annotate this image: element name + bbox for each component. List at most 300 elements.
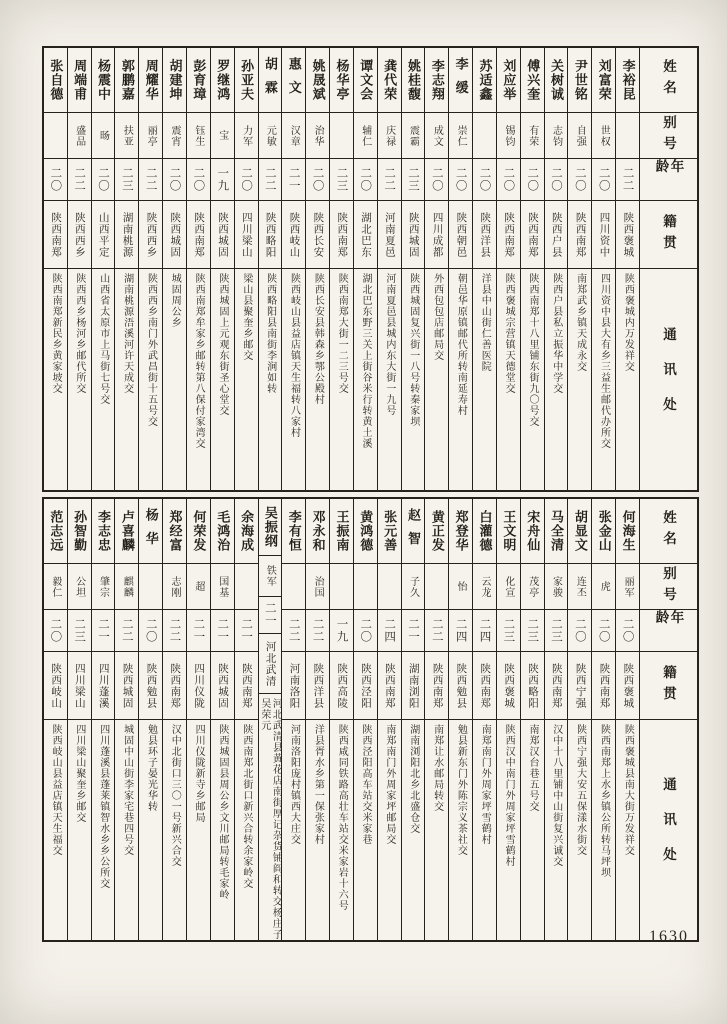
contact-text: 朝邑华原镇邮代所转南延寿村 (455, 273, 467, 416)
contact-cell (616, 268, 639, 490)
alias-text: 子久 (407, 575, 419, 598)
age-cell (449, 158, 472, 200)
age-cell (139, 609, 162, 651)
header-name-cell (640, 48, 697, 112)
alias-cell (187, 563, 210, 609)
origin-text: 山西平定 (97, 211, 109, 258)
alias-cell (187, 112, 210, 158)
contact-cell (211, 719, 234, 940)
contact-cell (425, 268, 448, 490)
origin-text: 陕西勉县 (455, 662, 467, 709)
origin-text: 湖南桃源 (121, 211, 133, 258)
name-cell (259, 48, 282, 112)
contact-text: 湖南浏阳北乡北盛仓交 (407, 724, 419, 834)
person-column (425, 48, 449, 490)
origin-cell (354, 200, 377, 268)
origin-text: 陕西城固 (121, 662, 133, 709)
contact-text: 陕西褒城内万发祥交 (622, 273, 634, 372)
origin-text: 陕西南郑 (50, 211, 62, 258)
name-cell (616, 48, 639, 112)
origin-cell (139, 651, 162, 719)
header-origin-label: 籍贯 (661, 213, 676, 256)
age-cell (163, 609, 186, 651)
name-text: 黄正发 (429, 510, 445, 552)
name-text: 苏适鑫 (477, 59, 493, 101)
age-cell (449, 609, 472, 651)
contact-text: 山西省太原市上马街七号交 (97, 273, 109, 405)
alias-text: 丽亭 (145, 124, 157, 147)
contact-cell (235, 719, 258, 940)
origin-text: 陕西西乡 (145, 211, 157, 258)
alias-text: 成文 (431, 124, 443, 147)
contact-cell (282, 719, 305, 940)
origin-cell (378, 200, 401, 268)
alias-text: 旸 (97, 130, 109, 141)
alias-cell (378, 112, 401, 158)
name-cell (44, 48, 67, 112)
age-cell (592, 158, 615, 200)
age-cell (115, 609, 138, 651)
person-column (163, 499, 187, 940)
name-text: 胡霖 (262, 56, 278, 104)
name-cell (235, 499, 258, 563)
age-text: 二〇 (597, 167, 610, 192)
origin-cell (163, 200, 186, 268)
alias-text: 锡钧 (502, 124, 514, 147)
origin-cell (211, 200, 234, 268)
person-column (473, 499, 497, 940)
person-column (259, 48, 283, 490)
alias-text: 崇仁 (455, 124, 467, 147)
name-text: 孙智勤 (72, 510, 88, 552)
name-text: 谭文会 (358, 59, 374, 101)
contact-cell (211, 268, 234, 490)
alias-cell (592, 563, 615, 609)
contact-text: 陕西西乡杨河乡邮代所交 (73, 273, 85, 394)
header-origin-label: 籍贯 (661, 664, 676, 707)
age-cell (235, 609, 258, 651)
origin-cell (592, 651, 615, 719)
header-alias-cell (640, 112, 697, 158)
origin-cell (306, 200, 329, 268)
origin-cell (92, 200, 115, 268)
name-text: 黄鸿德 (358, 510, 374, 552)
alias-text: 公坦 (73, 575, 85, 598)
contact-cell (259, 268, 282, 490)
origin-cell (497, 651, 520, 719)
age-cell (187, 158, 210, 200)
age-text: 二〇 (168, 167, 181, 192)
alias-cell (425, 563, 448, 609)
alias-cell (235, 563, 258, 609)
name-cell (92, 499, 115, 563)
name-cell (473, 48, 496, 112)
origin-text: 陕西洋县 (312, 662, 324, 709)
alias-text: 麒麟 (121, 575, 133, 598)
contact-text: 洋县中山街仁善医院 (479, 273, 491, 372)
age-cell (92, 609, 115, 651)
name-cell (187, 48, 210, 112)
name-text: 罗继鸿 (215, 59, 231, 101)
alias-cell (330, 112, 353, 158)
name-text: 宋舟仙 (525, 510, 541, 552)
alias-cell (497, 112, 520, 158)
age-cell (497, 158, 520, 200)
contact-cell (330, 719, 353, 940)
person-column (616, 499, 640, 940)
name-cell (259, 499, 282, 555)
name-cell (545, 48, 568, 112)
contact-cell (68, 268, 91, 490)
age-cell (354, 609, 377, 651)
contact-text: 四川梁山聚奎乡邮交 (73, 724, 85, 823)
alias-cell (139, 563, 162, 609)
header-alias-cell (640, 563, 697, 609)
name-cell (497, 48, 520, 112)
person-column (497, 499, 521, 940)
alias-cell (211, 112, 234, 158)
age-cell (330, 609, 353, 651)
age-text: 一九 (335, 618, 348, 643)
contact-text: 南郑汉台巷五号交 (526, 724, 538, 812)
origin-cell (592, 200, 615, 268)
contact-cell (187, 719, 210, 940)
name-cell (497, 499, 520, 563)
name-cell (211, 499, 234, 563)
age-cell (259, 158, 282, 200)
contact-cell (378, 719, 401, 940)
age-cell (92, 158, 115, 200)
person-column (187, 499, 211, 940)
person-column (187, 48, 211, 490)
contact-cell (545, 719, 568, 940)
alias-cell (449, 112, 472, 158)
contact-cell (568, 719, 591, 940)
contact-text: 陕西岐山县益店镇天生福转八家村 (288, 273, 300, 438)
origin-text: 陕西南郑 (574, 211, 586, 258)
alias-text: 治国 (312, 575, 324, 598)
contact-text: 陕西户县私立振华中学交 (550, 273, 562, 394)
age-cell (473, 158, 496, 200)
name-cell (68, 48, 91, 112)
header-contact-cell (640, 268, 697, 490)
age-text: 二〇 (359, 167, 372, 192)
name-text: 毛鸿治 (215, 510, 231, 552)
origin-text: 湖北巴东 (360, 211, 372, 258)
age-text: 二二 (383, 167, 396, 192)
person-column (282, 499, 306, 940)
origin-text: 陕西略阳 (264, 211, 276, 258)
origin-cell (521, 651, 544, 719)
alias-text: 宝 (216, 130, 228, 141)
contact-cell (354, 268, 377, 490)
origin-text: 河北武清 (264, 640, 276, 687)
origin-text: 陕西南郑 (526, 211, 538, 258)
origin-text: 四川梁山 (240, 211, 252, 258)
directory-table-top (42, 46, 699, 492)
alias-text: 辅仁 (359, 124, 371, 147)
name-text: 何荣发 (191, 510, 207, 552)
name-cell (306, 499, 329, 563)
person-column (92, 48, 116, 490)
alias-text: 自强 (574, 124, 586, 147)
alias-cell (92, 112, 115, 158)
alias-cell (282, 112, 305, 158)
alias-cell (497, 563, 520, 609)
contact-text: 四川蓬溪县蓬莱镇智水乡乡公所交 (97, 724, 109, 889)
header-column (640, 499, 697, 940)
alias-cell (521, 563, 544, 609)
person-column (473, 48, 497, 490)
name-text: 郑登华 (453, 510, 469, 552)
age-cell (378, 158, 401, 200)
alias-text: 震宵 (169, 124, 181, 147)
alias-cell (378, 563, 401, 609)
contact-cell (115, 719, 138, 940)
header-age-cell (640, 158, 697, 200)
name-text: 张元善 (382, 510, 398, 552)
origin-text: 陕西南郑 (383, 662, 395, 709)
origin-text: 陕西岐山 (288, 211, 300, 258)
header-age-label: 年龄 (653, 159, 684, 180)
contact-cell (139, 268, 162, 490)
age-cell (235, 158, 258, 200)
person-column (497, 48, 521, 490)
origin-cell (187, 651, 210, 719)
origin-cell (115, 200, 138, 268)
alias-cell (568, 563, 591, 609)
age-text: 二三 (526, 618, 539, 643)
contact-cell (521, 268, 544, 490)
age-text: 二二 (263, 167, 276, 192)
name-text: 李志忠 (96, 510, 112, 552)
person-column (449, 499, 473, 940)
contact-text: 城固周公乡 (169, 273, 181, 328)
contact-text: 四川仪陇新寺乡邮局 (193, 724, 205, 823)
origin-text: 四川仪陇 (193, 662, 205, 709)
age-text: 二一 (192, 618, 205, 643)
contact-cell (92, 719, 115, 940)
alias-cell (545, 563, 568, 609)
name-cell (354, 48, 377, 112)
name-cell (568, 499, 591, 563)
alias-text: 盛品 (73, 124, 85, 147)
age-text: 二〇 (550, 167, 563, 192)
age-cell (115, 158, 138, 200)
origin-text: 河南夏邑 (383, 211, 395, 258)
alias-cell (616, 563, 639, 609)
name-text: 杨震中 (96, 59, 112, 101)
contact-text: 湖北巴东野三关上街谷米行转黄土溪 (360, 273, 372, 449)
origin-cell (235, 200, 258, 268)
origin-cell (545, 200, 568, 268)
origin-cell (163, 651, 186, 719)
name-text: 尹世铭 (572, 59, 588, 101)
person-column (68, 499, 92, 940)
contact-cell (378, 268, 401, 490)
person-column (330, 499, 354, 940)
contact-text: 陕西城固上元观东街圣心堂交 (216, 273, 228, 416)
name-cell (425, 499, 448, 563)
name-text: 李裕昆 (620, 59, 636, 101)
origin-cell (187, 200, 210, 268)
alias-text: 丽军 (622, 575, 634, 598)
age-cell (306, 158, 329, 200)
alias-cell (330, 563, 353, 609)
person-column (92, 499, 116, 940)
age-text: 二二 (621, 167, 634, 192)
origin-text: 陕西朝邑 (455, 211, 467, 258)
alias-text: 连丕 (574, 575, 586, 598)
alias-cell (235, 112, 258, 158)
alias-text: 世权 (598, 124, 610, 147)
origin-cell (378, 651, 401, 719)
age-cell (282, 158, 305, 200)
name-cell (115, 499, 138, 563)
person-column (592, 499, 616, 940)
age-text: 二三 (335, 167, 348, 192)
name-text: 张自德 (48, 59, 64, 101)
contact-text: 陕西南郑十八里铺东街九〇号交 (526, 273, 538, 427)
name-text: 李有恒 (286, 510, 302, 552)
contact-cell (92, 268, 115, 490)
origin-cell (330, 651, 353, 719)
name-cell (187, 499, 210, 563)
header-origin-cell (640, 651, 697, 719)
name-text: 郑经富 (167, 510, 183, 552)
person-column (402, 48, 426, 490)
contact-cell (235, 268, 258, 490)
age-text: 二二 (287, 618, 300, 643)
origin-text: 陕西城固 (216, 662, 228, 709)
alias-text: 元敏 (264, 124, 276, 147)
alias-cell (306, 112, 329, 158)
contact-cell (521, 719, 544, 940)
origin-text: 四川梁山 (73, 662, 85, 709)
person-column (521, 48, 545, 490)
alias-cell (402, 112, 425, 158)
contact-text: 陕西南郑大街一二三号交 (336, 273, 348, 394)
contact-cell (616, 719, 639, 940)
age-cell (425, 158, 448, 200)
name-text: 卢喜麟 (119, 510, 135, 552)
alias-cell (115, 112, 138, 158)
alias-cell (545, 112, 568, 158)
age-cell (282, 609, 305, 651)
contact-text: 陕西西乡南门外武昌街十五号交 (145, 273, 157, 427)
age-cell (473, 609, 496, 651)
origin-cell (330, 200, 353, 268)
age-text: 二三 (502, 618, 515, 643)
contact-cell (568, 268, 591, 490)
header-alias-label: 别号 (661, 114, 676, 157)
person-column (211, 499, 235, 940)
contact-cell (139, 719, 162, 940)
name-text: 郭鹏嘉 (119, 59, 135, 101)
origin-text: 陕西泾阳 (360, 662, 372, 709)
age-text: 二二 (120, 618, 133, 643)
age-text: 二二 (144, 167, 157, 192)
origin-text: 陕西洋县 (479, 211, 491, 258)
name-text: 吴振纲 (262, 506, 278, 549)
origin-cell (282, 200, 305, 268)
name-text: 周耀华 (143, 59, 159, 101)
name-text: 姚桂馥 (405, 59, 421, 101)
age-text: 二〇 (192, 167, 205, 192)
name-cell (616, 499, 639, 563)
contact-text: 南郑武乡镇天成永交 (574, 273, 586, 372)
contact-cell (282, 268, 305, 490)
alias-cell (44, 112, 67, 158)
name-cell (139, 48, 162, 112)
origin-text: 陕西南郑 (336, 211, 348, 258)
name-cell (354, 499, 377, 563)
origin-text: 河南洛阳 (288, 662, 300, 709)
contact-text: 陕西褒城宗营镇天德堂交 (503, 273, 515, 394)
alias-cell (44, 563, 67, 609)
contact-text: 陕西汉中南门外周家坪雪鹤村 (503, 724, 515, 867)
age-text: 二〇 (49, 167, 62, 192)
age-cell (354, 158, 377, 200)
header-alias-label: 别号 (661, 565, 676, 608)
name-cell (402, 48, 425, 112)
alias-text: 虎 (598, 581, 610, 592)
name-text: 余海成 (239, 510, 255, 552)
name-cell (44, 499, 67, 563)
origin-cell (259, 633, 282, 693)
contact-text: 梁山县聚奎乡邮交 (240, 273, 252, 361)
alias-cell (473, 112, 496, 158)
alias-cell (68, 563, 91, 609)
age-text: 二〇 (311, 167, 324, 192)
contact-cell (68, 719, 91, 940)
origin-text: 陕西褒城 (622, 211, 634, 258)
name-cell (163, 48, 186, 112)
alias-text: 治华 (312, 124, 324, 147)
origin-text: 陕西南郑 (169, 662, 181, 709)
age-cell (521, 158, 544, 200)
contact-cell (163, 719, 186, 940)
contact-cell (306, 268, 329, 490)
person-column (568, 48, 592, 490)
age-text: 二三 (120, 167, 133, 192)
age-cell (545, 609, 568, 651)
name-text: 马全清 (549, 510, 565, 552)
age-text: 二一 (406, 618, 419, 643)
name-text: 范志远 (48, 510, 64, 552)
name-cell (449, 48, 472, 112)
origin-cell (425, 651, 448, 719)
contact-cell (187, 268, 210, 490)
contact-text: 陕西泾阳高车站交米家巷 (360, 724, 372, 845)
age-text: 二一 (287, 167, 300, 192)
name-text: 彭育璋 (191, 59, 207, 101)
age-text: 二一 (97, 618, 110, 643)
name-cell (473, 499, 496, 563)
age-text: 二〇 (49, 618, 62, 643)
origin-cell (473, 200, 496, 268)
contact-cell (425, 719, 448, 940)
origin-cell (402, 200, 425, 268)
alias-text: 震霸 (407, 124, 419, 147)
header-column (640, 48, 697, 490)
name-text: 白灌德 (477, 510, 493, 552)
name-text: 王文明 (501, 510, 517, 552)
age-text: 二〇 (359, 618, 372, 643)
origin-cell (568, 200, 591, 268)
person-column (259, 499, 283, 940)
person-column (139, 48, 163, 490)
